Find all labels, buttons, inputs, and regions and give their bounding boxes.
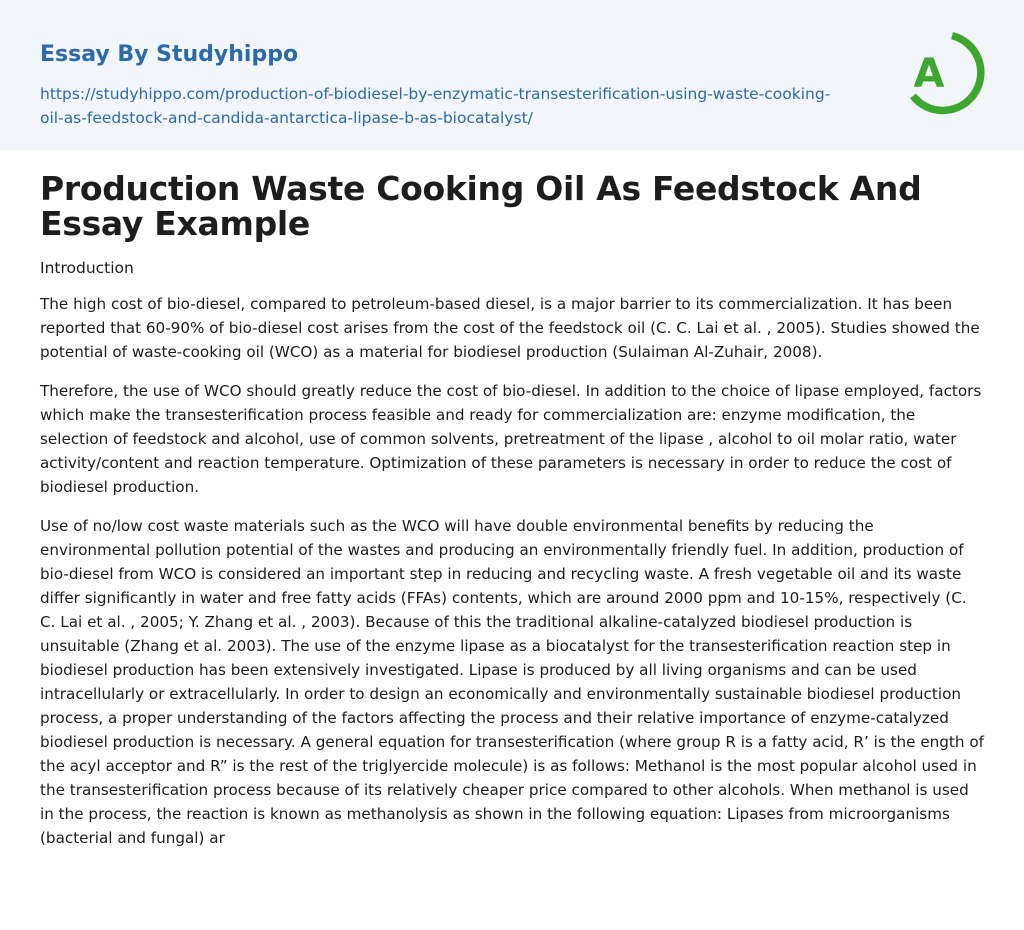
paragraph: Use of no/low cost waste materials such as the WCO will have double environmental benefits by reducing the environmental pollution potential of the wastes and producing an environmentally friendly fuel. In addition, production of bio-diesel from WCO is considered an important step in reducing and recycling waste. A fresh vegetable oil and its waste differ significantly in water and free fatty acids (FFAs) contents, which are around 2000 ppm and 10-15%, respectively (C. C. Lai et al. , 2005; Y. Zhang et al. , 2003). Because of this the traditional alkaline-catalyzed biodiesel production is unsuitable (Zhang et al. 2003). The use of the enzyme lipase as a biocatalyst for the transesterification reaction step in biodiesel production has been extensively investigated. Lipase is produced by all living organisms and can be used intracellularly or extracellularly. In order to design an economically and environmentally sustainable biodiesel production process, a proper understanding of the factors affecting the process and their relative importance of enzyme-catalyzed biodiesel production is necessary. A general equation for transesterification (where group R is a fatty acid, R’ is the ength of the acyl acceptor and R” is the rest of the triglyercide molecule) is as follows: Methanol is the most popular alcohol used in the transesterification process because of its relatively cheaper price compared to other alcohols. When methanol is used in the process, the reaction is known as methanolysis as shown in the following equation: Lipases from microorganisms (bacterial and fungal) ar: [40, 517, 984, 847]
source-url-link[interactable]: https://studyhippo.com/production-of-biodiesel-by-enzymatic-transesterification-using-waste-cooking-oil-as-feedstock-and-candida-antarctica-lipase-b-as-biocatalyst/: [40, 85, 831, 127]
section-label: Introduction: [40, 259, 134, 277]
brand-title[interactable]: Essay By Studyhippo: [40, 42, 299, 67]
studyhippo-logo-icon[interactable]: [900, 30, 986, 116]
paragraph: Therefore, the use of WCO should greatly reduce the cost of bio-diesel. In addition to the choice of lipase employed, factors which make the transesterification process feasible and ready for commercialization are: enzyme modification, the selection of feedstock and alcohol, use of common solvents, pretreatment of the lipase , alcohol to oil molar ratio, water activity/content and reaction temperature. Optimization of these parameters is necessary in order to reduce the cost of biodiesel production.: [40, 382, 982, 496]
site-header: [0, 0, 1024, 150]
page-title: Production Waste Cooking Oil As Feedstock And Essay Example: [40, 169, 922, 243]
paragraph: The high cost of bio-diesel, compared to petroleum-based diesel, is a major barrier to its commercialization. It has been reported that 60-90% of bio-diesel cost arises from the cost of the feedstock oil (C. C. Lai et al. , 2005). Studies showed the potential of waste-cooking oil (WCO) as a material for biodiesel production (Sulaiman Al-Zuhair, 2008).: [40, 295, 980, 361]
logo-letter: A: [913, 51, 945, 97]
article: [0, 171, 1024, 850]
